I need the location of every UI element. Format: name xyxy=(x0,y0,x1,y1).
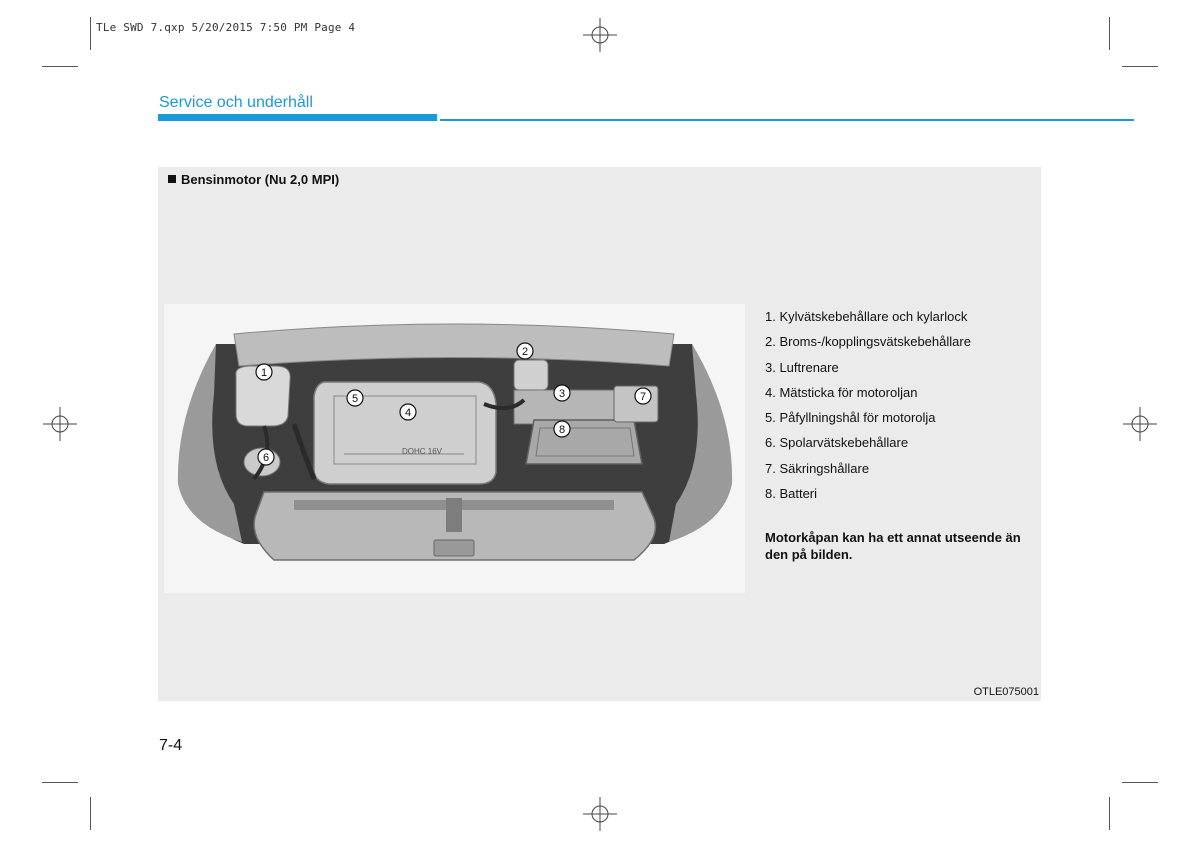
svg-text:6: 6 xyxy=(262,452,270,464)
section-title: Service och underhåll xyxy=(159,94,313,111)
crop-mark xyxy=(1109,17,1110,50)
callout-4 xyxy=(400,404,416,420)
crop-mark xyxy=(42,782,78,783)
crop-mark xyxy=(42,66,78,67)
callout-5 xyxy=(347,390,363,406)
engine-illustration xyxy=(164,304,745,593)
svg-text:3: 3 xyxy=(558,388,566,400)
crop-mark xyxy=(1122,66,1158,67)
component-legend xyxy=(765,308,1041,510)
svg-text:1: 1 xyxy=(260,367,268,379)
registration-mark-icon xyxy=(583,797,617,831)
callout-1 xyxy=(256,364,272,380)
legend-item: 8. Batteri xyxy=(765,486,818,502)
legend-item: 7. Säkringshållare xyxy=(765,460,870,476)
registration-mark-icon xyxy=(1123,407,1157,441)
registration-mark-icon xyxy=(583,18,617,52)
svg-text:4: 4 xyxy=(404,407,412,419)
svg-text:8: 8 xyxy=(558,424,566,436)
legend-item: 1. Kylvätskebehållare och kylarlock xyxy=(765,309,968,324)
engine-cover-text: DOHC 16V xyxy=(401,447,443,456)
callout-3 xyxy=(554,385,570,401)
crop-mark xyxy=(1122,782,1158,783)
legend-item: 4. Mätsticka för motoroljan xyxy=(765,384,918,400)
callout-6 xyxy=(258,449,274,465)
figure-heading-text: Bensinmotor (Nu 2,0 MPI) xyxy=(181,172,340,187)
callout-7 xyxy=(635,388,651,404)
svg-text:2: 2 xyxy=(521,346,529,358)
registration-mark-icon xyxy=(43,407,77,441)
square-bullet-icon xyxy=(168,175,176,183)
legend-item: 6. Spolarvätskebehållare xyxy=(765,435,909,451)
crop-mark xyxy=(1109,797,1110,830)
crop-mark xyxy=(90,797,91,830)
title-rule-thick xyxy=(158,114,437,121)
callout-2 xyxy=(517,343,533,359)
figure-heading xyxy=(168,172,339,187)
print-slug: TLe SWD 7.qxp 5/20/2015 7:50 PM Page 4 xyxy=(96,21,356,34)
figure-note: Motorkåpan kan ha ett annat utseende än den på bilden. xyxy=(765,530,1021,562)
engine-bay-drawing xyxy=(164,304,745,593)
svg-text:5: 5 xyxy=(351,393,359,405)
crop-mark xyxy=(90,17,91,50)
callout-8 xyxy=(554,421,570,437)
page-number: 7-4 xyxy=(159,737,183,754)
figure-panel xyxy=(158,167,1041,701)
figure-code: OTLE075001 xyxy=(973,686,1039,698)
legend-item: 5. Påfyllningshål för motorolja xyxy=(765,410,936,426)
svg-text:7: 7 xyxy=(639,391,647,403)
title-rule-thin xyxy=(440,119,1134,121)
legend-item: 3. Luftrenare xyxy=(765,359,839,375)
legend-item: 2. Broms-/kopplingsvätskebehållare xyxy=(765,334,971,350)
